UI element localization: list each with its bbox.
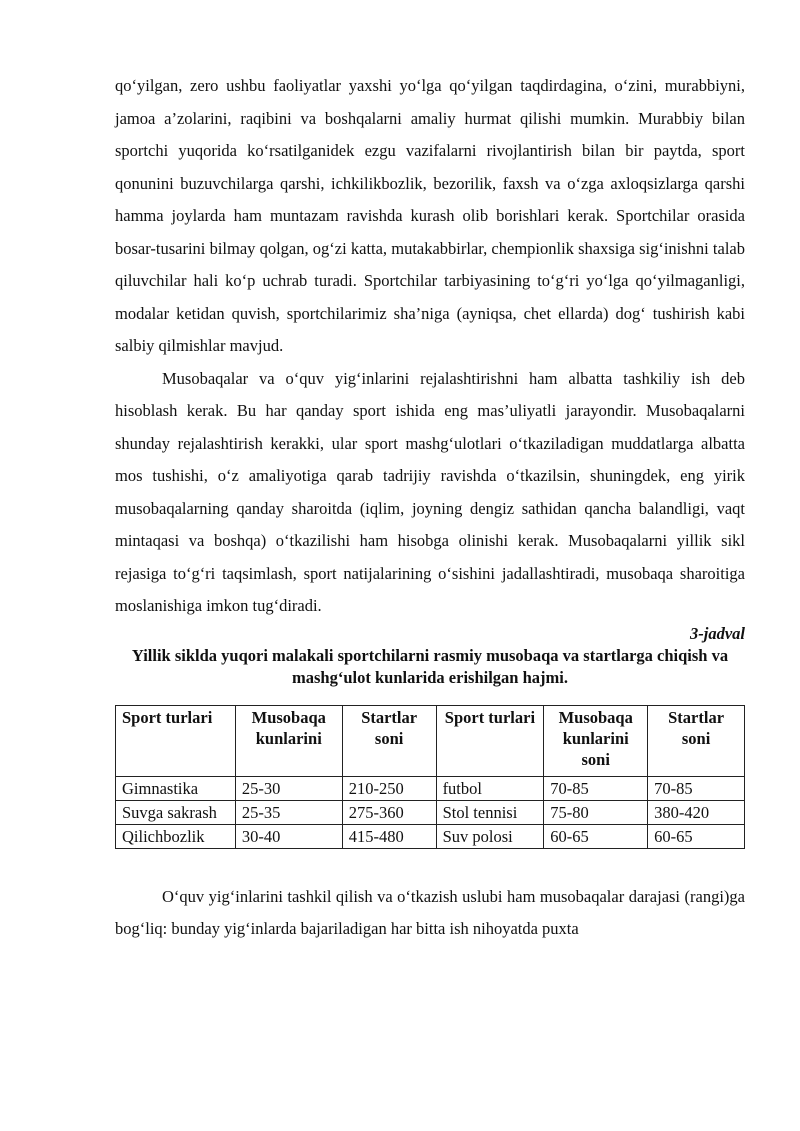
table-cell: Suv polosi [436,824,544,848]
table-number: 3-jadval [690,623,745,643]
table-cell: 380-420 [648,800,745,824]
table-cell: Stol tennisi [436,800,544,824]
sports-table [115,705,745,849]
paragraph-2: Musobaqalar va o‘quv yig‘inlarini rejalashtirishni ham albatta tashkiliy ish deb hisoblash kerak. Bu har qanday sport ishida eng mas’uliyatli jarayondir. Musobaqalarni shunday rejalashtirish kerakki, ular sport mashg‘ulotlari o‘tkaziladigan muddatlarga albatta mos tushishi, o‘z amaliyotiga qarab tadrijiy ravishda o‘tkazilsin, shuningdek, eng yirik musobaqalarning qanday sharoitda (iqlim, joyning dengiz sathidan qancha balandligi, vaqt mintaqasi va boshqa) o‘tkazilishi ham hisobga olinishi kerak. Musobaqalarni yillik sikl rejasiga to‘g‘ri taqsimlash, sport natijalarining o‘sishini jadallashtiradi, musobaqa sharoitiga moslanishiga imkon tug‘diradi. [115,368,745,615]
table-cell: 210-250 [342,776,436,800]
document-page [115,70,745,946]
table-cell: Suvga sakrash [116,800,236,824]
table-cell: 70-85 [544,776,648,800]
table-cell: 275-360 [342,800,436,824]
table-cell: 60-65 [648,824,745,848]
table-row [116,776,745,800]
table-cell: Qilichbozlik [116,824,236,848]
table-cell: Gimnastika [116,776,236,800]
table-cell: 75-80 [544,800,648,824]
table-cell: 415-480 [342,824,436,848]
header-startlar-soni: Startlar soni [342,705,436,776]
table-cell: 70-85 [648,776,745,800]
header-sport-turlari: Sport turlari [116,705,236,776]
header-sport-turlari-2: Sport turlari [436,705,544,776]
header-musobaqa-kunlarini: Musobaqa kunlarini [235,705,342,776]
table-header-row [116,705,745,776]
table-row [116,800,745,824]
table-title: Yillik siklda yuqori malakali sportchilarni rasmiy musobaqa va startlarga chiqish va mashg‘ulot kunlarida erishilgan hajmi. [131,645,729,687]
table-cell: 60-65 [544,824,648,848]
table-cell: 30-40 [235,824,342,848]
paragraph-3: O‘quv yig‘inlarini tashkil qilish va o‘tkazish uslubi ham musobaqalar darajasi (rangi)ga bog‘liq: bunday yig‘inlarda bajariladigan har bitta ish nihoyatda puxta [115,886,745,938]
table-cell: 25-30 [235,776,342,800]
paragraph-1: qo‘yilgan, zero ushbu faoliyatlar yaxshi yo‘lga qo‘yilgan taqdirdagina, o‘zini, murabbiyni, jamoa a’zolarini, raqibini va boshqalarni amaliy hurmat qilishi mumkin. Murabbiy bilan sportchi yuqorida ko‘rsatilganidek ezgu vazifalarni rivojlantirish bilan bir paytda, sport qonunini buzuvchilarga qarshi, ichkilikbozlik, bezorilik, faxsh va o‘zga axloqsizlarga qarshi hamma joylarda ham muntazam ravishda kurash olib borishlari kerak. Sportchilar orasida bosar-tusarini bilmay qolgan, og‘zi katta, mutakabbirlar, chempionlik shaxsiga sig‘inishni talab qiluvchilar hali ko‘p uchrab turadi. Sportchilar tarbiyasining to‘g‘ri yo‘lga qo‘yilmaganligi, modalar ketidan quvish, sportchilarimiz sha’niga (ayniqsa, chet ellarda) dog‘ tushirish kabi salbiy qilmishlar mavjud. [115,76,745,355]
table-cell: futbol [436,776,544,800]
header-startlar-soni-2: Startlar soni [648,705,745,776]
table-row [116,824,745,848]
header-musobaqa-kunlarini-soni: Musobaqa kunlarini soni [544,705,648,776]
table-cell: 25-35 [235,800,342,824]
